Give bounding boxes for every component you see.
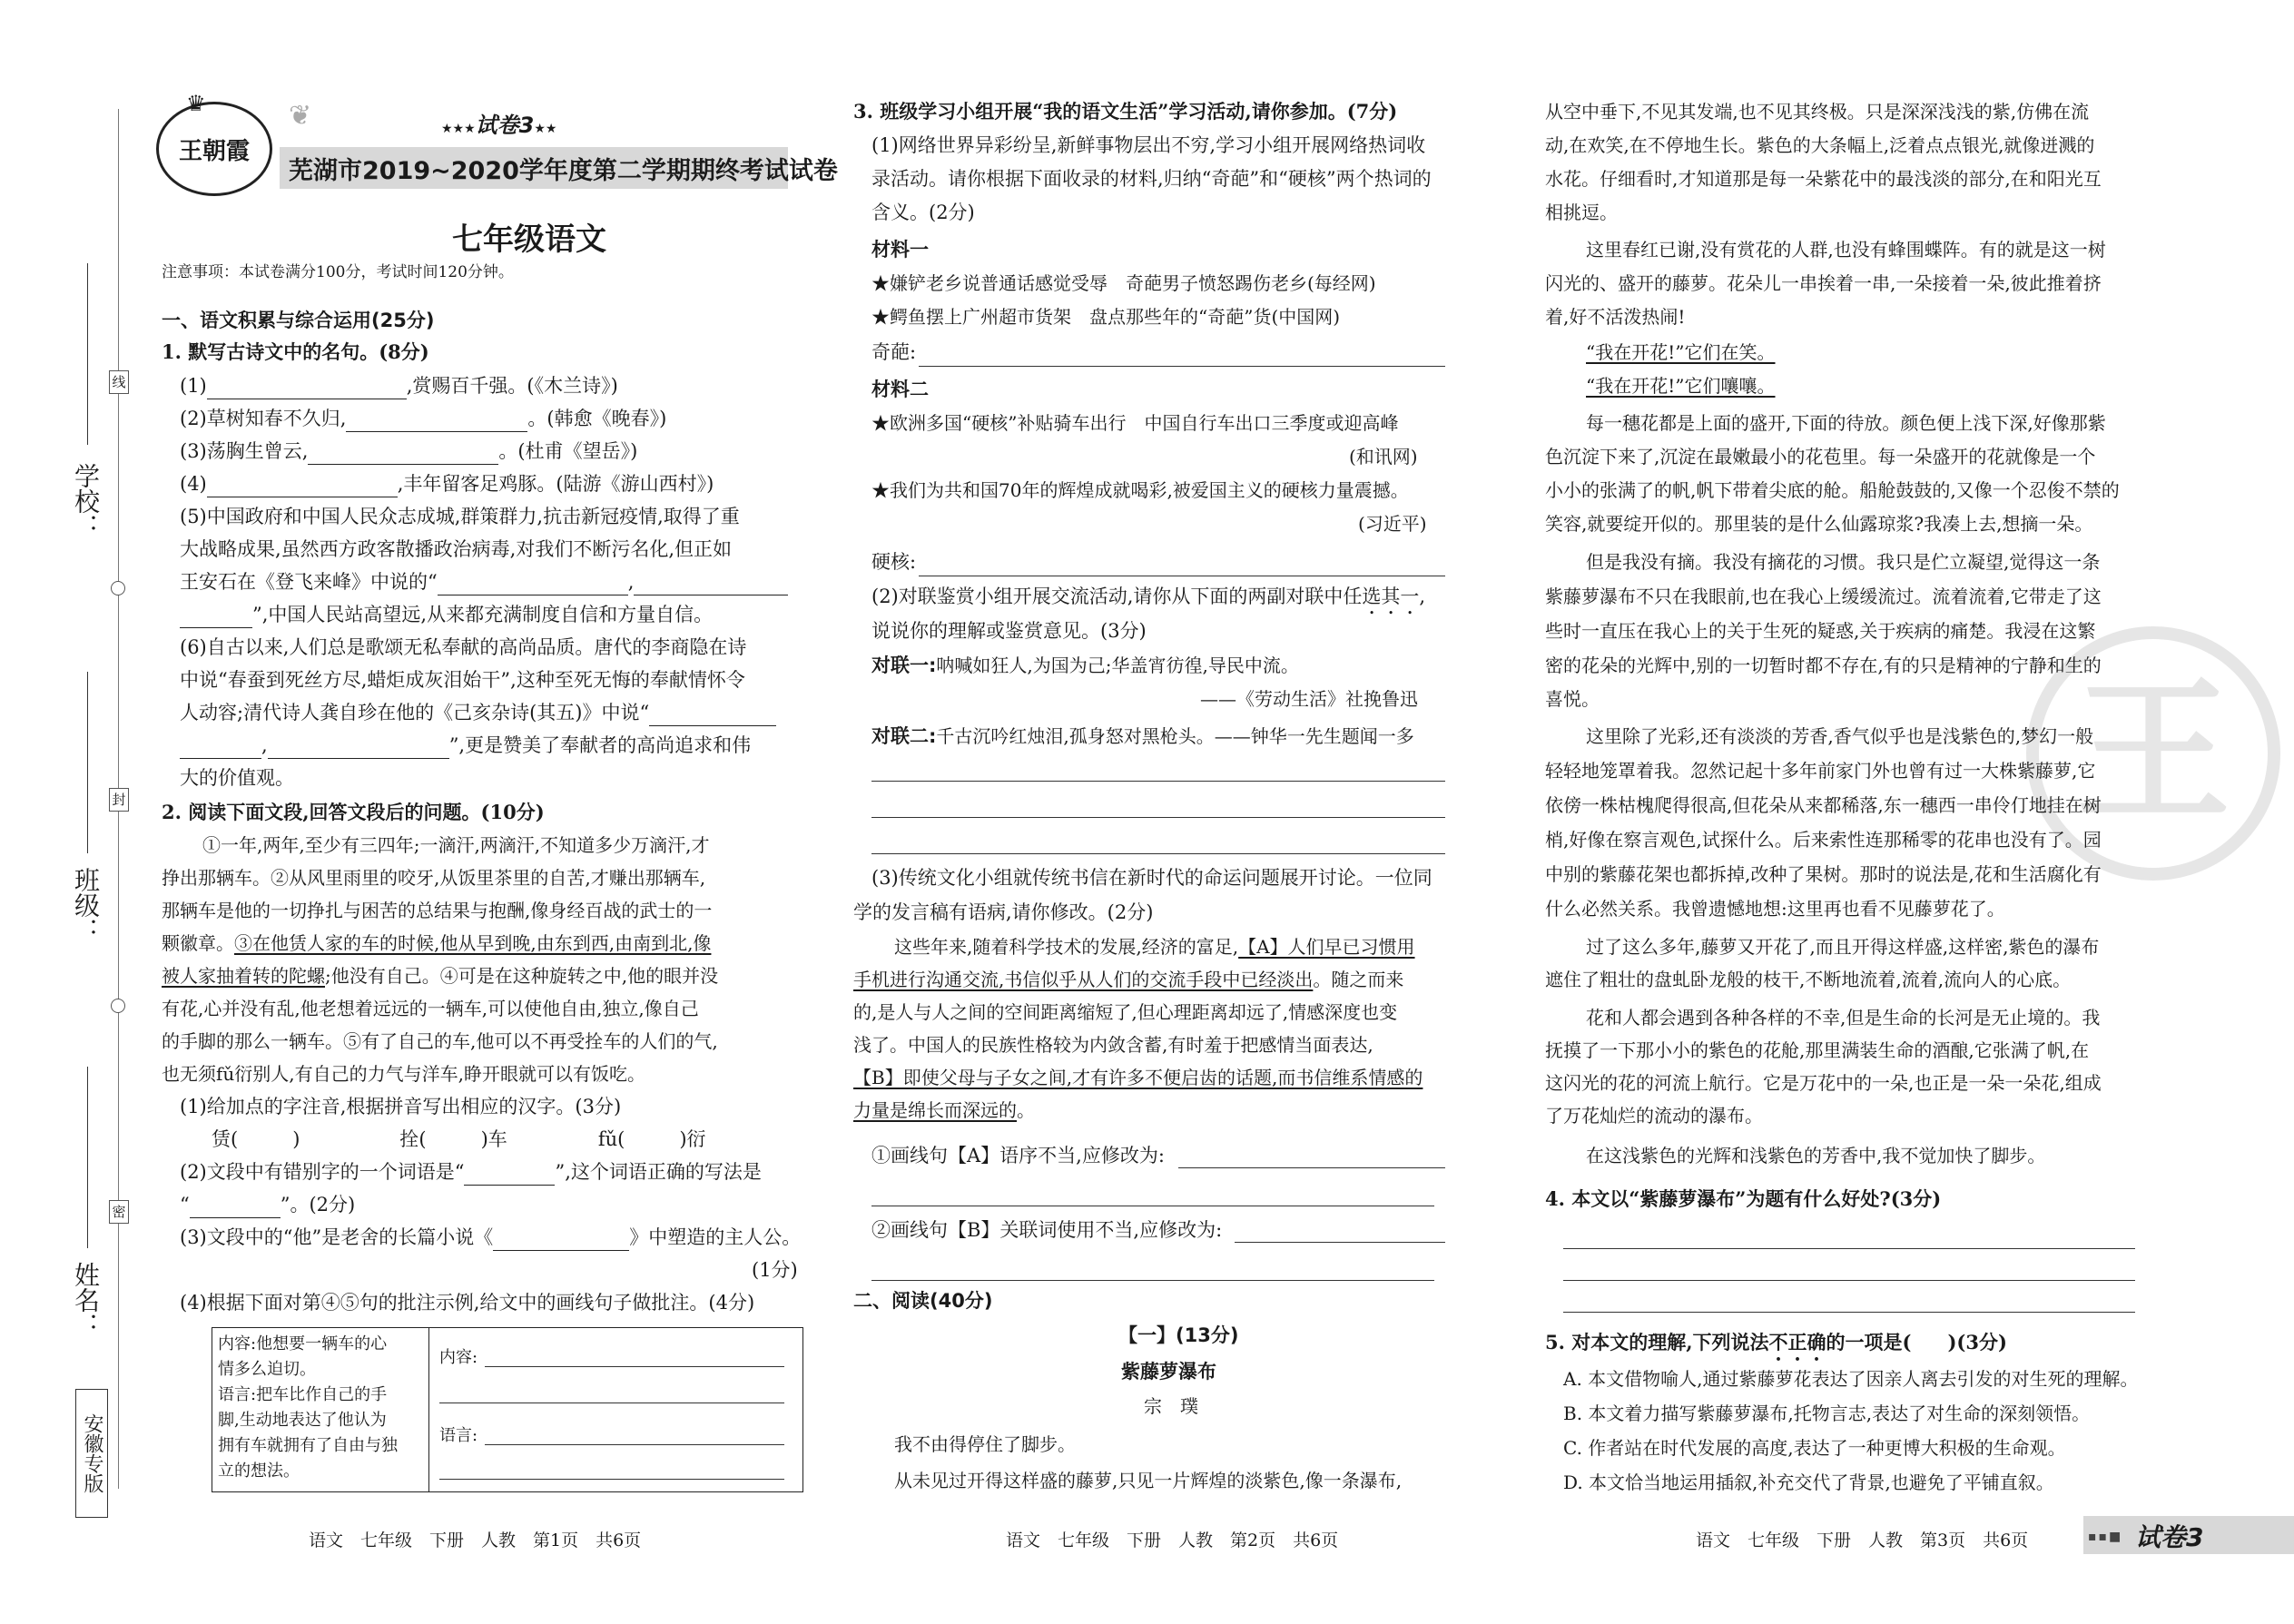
q1-item-5-line3: 王安石在《登飞来峰》中说的“ , (180, 568, 788, 595)
exam-badge: ★★★试卷3★★ (441, 113, 557, 138)
q1-item-2: (2)草树知春不久归, 。(韩愈《晚春》) (180, 405, 666, 432)
article-line: 依傍一株枯槐爬得很高,但花朵从来都稀落,东一穗西一串伶仃地挂在树 (1545, 794, 2102, 816)
answer-blank[interactable] (308, 444, 498, 465)
answer-line[interactable] (871, 1280, 1434, 1281)
material-item: ★我们为共和国70年的辉煌成就喝彩,被爱国主义的硬核力量震撼。 (871, 479, 1409, 501)
material-2-label: 材料二 (871, 379, 929, 400)
table-example-cell: 内容:他想要一辆车的心 情多么迫切。 语言:把车比作自己的手 脚,生动地表达了他认为 拥有车就拥有了自由与独 立的想法。 (218, 1334, 398, 1481)
question-2-heading: 2. 阅读下面文段,回答文段后的问题。(10分) (162, 801, 545, 823)
article-line: 了万花灿烂的流动的瀑布。 (1545, 1105, 1763, 1127)
article-line: 抚摸了一下那小小的紫色的花舱,那里满装生命的酒酿,它张满了帆,在 (1545, 1039, 2090, 1061)
option-a[interactable]: A. 本文借物喻人,通过紫藤萝花表达了因亲人离去引发的对生死的理解。 (1563, 1368, 2139, 1390)
passage-line: 被人家抽着转的陀螺;他没有自己。④可是在这种旋转之中,他的眼并没 (162, 965, 719, 987)
q2-sub-2-cont: “ ”。(2分) (180, 1191, 355, 1218)
seal-tag-feng: 封 (109, 788, 129, 812)
answer-line[interactable] (485, 1366, 784, 1367)
option-b[interactable]: B. 本文着力描写紫藤萝瀑布,托物言志,表达了对生命的深刻领悟。 (1563, 1403, 2091, 1424)
question-1-heading: 1. 默写古诗文中的名句。(8分) (162, 340, 429, 363)
article-line: 这里除了光彩,还有淡淡的芳香,香气似乎也是浅紫色的,梦幻一般 (1586, 725, 2094, 747)
passage-line: 那辆车是他的一切挣扎与困苦的总结果与抱酬,像身经百战的武士的一 (162, 900, 713, 921)
q1-item-4: (4) ,丰年留客足鸡豚。(陆游《游山西村》) (180, 470, 714, 497)
q1-item-6-line3: 人动容;清代诗人龚自珍在他的《己亥杂诗(其五)》中说“ (180, 699, 776, 726)
answer-line[interactable] (439, 1479, 784, 1480)
name-field-line (87, 1067, 88, 1248)
couplet-1-source: ——《劳动生活》社挽鲁迅 (1200, 688, 1418, 710)
material-source: (和讯网) (1349, 446, 1418, 468)
passage-line: 挣出那辆车。②从风里雨里的咬牙,从饭里茶里的自苦,才赚出那辆车, (162, 867, 706, 889)
article-line: “我在开花!”它们在笑。 (1586, 341, 1776, 363)
article-line: 些时一直压在我心上的关于生死的疑惑,关于疾病的痛楚。我浸在这繁 (1545, 620, 2096, 642)
material-item: ★鳄鱼摆上广州超市货架 盘点那些年的“奇葩”货(中国网) (871, 306, 1341, 328)
article-line: 从空中垂下,不见其发端,也不见其终极。只是深深浅浅的紫,仿佛在流 (1545, 101, 2090, 123)
question-4: 4. 本文以“紫藤萝瀑布”为题有什么好处?(3分) (1545, 1187, 1942, 1210)
q1-item-6-line4: , ”,更是赞美了奉献者的高尚追求和伟 (180, 732, 751, 759)
q3-sub-3-cont: 学的发言稿有语病,请你修改。(2分) (853, 901, 1154, 923)
school-label: 学校： (71, 463, 101, 539)
answer-blank[interactable] (493, 1230, 629, 1251)
answer-blank[interactable] (1911, 1345, 1947, 1365)
article-line: 这里春红已谢,没有赏花的人群,也没有蜂围蝶阵。有的就是这一树 (1586, 239, 2106, 261)
answer-blank[interactable] (180, 607, 252, 628)
article-line: 笑容,就要绽开似的。那里装的是什么仙露琼浆?我凑上去,想摘一朵。 (1545, 513, 2093, 535)
answer-blank[interactable] (464, 1165, 555, 1186)
q1-item-6-line2: 中说“春蚕到死丝方尽,蜡炬成灰泪始干”,这种至死无悔的奉献情怀令 (180, 669, 745, 691)
material-item: ★欧洲多国“硬核”补贴骑车出行 中国自行车出口三季度或迎高峰 (871, 412, 1399, 434)
article-line: 中别的紫藤花架也都拆掉,改种了果树。那时的说法是,花和生活腐化有 (1545, 863, 2102, 885)
q2-sub-4: (4)根据下面对第④⑤句的批注示例,给文中的画线句子做批注。(4分) (180, 1292, 755, 1314)
article-line: 我不由得停住了脚步。 (894, 1433, 1076, 1455)
page-footer-2: 语文 七年级 下册 人教 第2页 共6页 (1006, 1530, 1339, 1550)
article-line: 过了这么多年,藤萝又开花了,而且开得这样盛,这样密,紫色的瀑布 (1586, 936, 2100, 958)
answer-line[interactable] (919, 366, 1445, 367)
article-line: 喜悦。 (1545, 688, 1600, 710)
school-field-line (87, 263, 88, 445)
answer-blank[interactable] (207, 477, 398, 497)
speech-line: 手机进行沟通交流,书信似乎从人们的交流手段中已经淡出。随之而来 (853, 969, 1404, 990)
exam-notice: 注意事项：本试卷满分100分，考试时间120分钟。 (162, 263, 514, 281)
seal-tag-mi: 密 (109, 1200, 129, 1224)
q2-sub-1-items: 赁( ) 拴( )车 fǔ( )衍 (212, 1128, 706, 1150)
article-line: 梢,好像在察言观色,试探什么。后来索性连那稀零的花串也没有了。园 (1545, 829, 2102, 851)
reading-1-heading: 【一】(13分) (1118, 1324, 1239, 1346)
answer-blank[interactable] (207, 379, 407, 399)
article-line: 轻轻地笼罩着我。忽然记起十多年前家门外也曾有过一大株紫藤萝,它 (1545, 760, 2096, 782)
article-line: 相挑逗。 (1545, 202, 1618, 223)
q3-revise-a: ①画线句【A】语序不当,应修改为: (871, 1145, 1165, 1166)
material-item: ★嫌铲老乡说普通话感觉受辱 奇葩男子愤怒踢伤老乡(每经网) (871, 272, 1376, 294)
speech-line: 力量是绵长而深远的。 (853, 1099, 1035, 1121)
passage-line: 颗徽章。③在他赁人家的车的时候,他从早到晚,由东到西,由南到北,像 (162, 932, 712, 954)
speech-line: 的,是人与人之间的空间距离缩短了,但心理距离却远了,情感深度也变 (853, 1001, 1398, 1023)
watermark-seal: 王 (2026, 626, 2280, 881)
footer-squares: ▪▪■ (2088, 1530, 2123, 1544)
article-line: 什么必然关系。我曾遗憾地想:这里再也看不见藤萝花了。 (1545, 898, 2005, 920)
answer-line[interactable] (1563, 1248, 2135, 1249)
option-c[interactable]: C. 作者站在时代发展的高度,表达了一种更博大积极的生命观。 (1563, 1437, 2066, 1459)
q1-item-3: (3)荡胸生曾云, 。(杜甫《望岳》) (180, 438, 637, 465)
couplet-2: 对联二:千古沉吟红烛泪,孤身怒对黑枪头。——钟华一先生题闻一多 (871, 725, 1414, 747)
answer-line[interactable] (1563, 1312, 2135, 1313)
q2-sub-1: (1)给加点的字注音,根据拼音写出相应的汉字。(3分) (180, 1096, 622, 1117)
article-author: 宗 璞 (1144, 1395, 1198, 1417)
binding-hole (111, 581, 125, 595)
q3-text: (1)网络世界异彩纷呈,新鲜事物层出不穷,学习小组开展网络热词收 (871, 134, 1426, 156)
section-1-heading: 一、语文积累与综合运用(25分) (162, 310, 435, 331)
article-line: 在这浅紫色的光辉和浅紫色的芳香中,我不觉加快了脚步。 (1586, 1145, 2046, 1166)
answer-line[interactable] (1563, 1280, 2135, 1281)
speech-line: 这些年来,随着科学技术的发展,经济的富足,【A】人们早已习惯用 (894, 936, 1415, 958)
answer-blank[interactable] (438, 575, 628, 595)
logo-text: 王朝霞 (178, 137, 250, 165)
page-footer-1: 语文 七年级 下册 人教 第1页 共6页 (309, 1530, 642, 1550)
article-line: 但是我没有摘。我没有摘花的习惯。我只是伫立凝望,觉得这一条 (1586, 551, 2101, 573)
q3-sub-2-cont: 说说你的理解或鉴赏意见。(3分) (871, 620, 1147, 642)
passage-line: ①一年,两年,至少有三四年;一滴汗,两滴汗,不知道多少万滴汗,才 (202, 834, 710, 856)
table-lang-label: 语言: (439, 1426, 478, 1445)
article-line: 每一穗花都是上面的盛开,下面的待放。颜色便上浅下深,好像那紫 (1586, 412, 2106, 434)
article-line: 这闪光的花的河流上航行。它是万花中的一朵,也正是一朵一朵花,组成 (1545, 1072, 2102, 1094)
annotation-table (212, 1327, 803, 1492)
class-label: 班级： (71, 867, 101, 943)
couplet-1: 对联一:呐喊如狂人,为国为己;华盖宵彷徨,导民中流。 (871, 655, 1299, 676)
q3-text: 含义。(2分) (871, 202, 975, 223)
q2-sub-3: (3)文段中的“他”是老舍的长篇小说《 》中塑造的主人公。 (180, 1224, 801, 1251)
q3-sub-2: (2)对联鉴赏小组开展交流活动,请你从下面的两副对联中任选其一, (871, 586, 1426, 607)
answer-line[interactable] (871, 853, 1445, 854)
q1-item-6-line5: 大的价值观。 (180, 767, 294, 789)
question-5: 5. 对本文的理解,下列说法不正确的一项是( )(3分) (1545, 1329, 2007, 1365)
passage-line: 有花,心并没有乱,他老想着远远的一辆车,可以使他自由,独立,像自己 (162, 998, 699, 1019)
answer-blank[interactable] (346, 411, 527, 432)
q2-sub-2: (2)文段中有错别字的一个词语是“ ”,这个词语正确的写法是 (180, 1158, 762, 1186)
answer-blank[interactable] (180, 738, 261, 759)
edition-badge: 安徽专版 (75, 1389, 108, 1518)
footer-badge: 试卷3 (2135, 1522, 2204, 1552)
ribbon-icon: ❦ (289, 100, 312, 132)
name-label: 姓名： (71, 1262, 101, 1338)
answer-blank[interactable] (634, 575, 788, 595)
q1-item-1: (1) ,赏赐百千强。(《木兰诗》) (180, 372, 618, 399)
article-line: 闪光的、盛开的藤萝。花朵儿一串挨着一串,一朵接着一朵,彼此推着挤 (1545, 272, 2102, 294)
q1-item-5-line1: (5)中国政府和中国人民众志成城,群策群力,抗击新冠疫情,取得了重 (180, 506, 740, 527)
q1-item-5-line4: ”,中国人民站高望远,从来都充满制度自信和方量自信。 (180, 601, 713, 628)
q1-item-6-line1: (6)自古以来,人们总是歌颂无私奉献的高尚品质。唐代的李商隐在诗 (180, 636, 747, 658)
answer-line[interactable] (1178, 1167, 1445, 1168)
seal-tag-xian: 线 (109, 370, 129, 394)
speech-line: 浅了。中国人的民族性格较为内敛含蓄,有时羞于把感情当面表达, (853, 1034, 1373, 1056)
exam-title: 芜湖市2019~2020学年度第二学期期终考试试卷 (289, 157, 838, 185)
article-line: 小小的张满了的帆,帆下带着尖底的舱。船舱鼓鼓的,又像一个忍俊不禁的 (1545, 479, 2120, 501)
q3-sub-3: (3)传统文化小组就传统书信在新时代的命运问题展开讨论。一位同 (871, 867, 1433, 889)
article-line: 花和人都会遇到各种各样的不幸,但是生命的长河是无止境的。我 (1586, 1007, 2101, 1029)
table-divider (428, 1328, 429, 1491)
article-line: 水花。仔细看时,才知道那是每一朵紫花中的最浅淡的部分,在和阳光互 (1545, 168, 2102, 190)
crown-icon: ♛ (186, 91, 206, 116)
q3-revise-b: ②画线句【B】关联词使用不当,应修改为: (871, 1219, 1223, 1241)
section-2-heading: 二、阅读(40分) (853, 1290, 993, 1312)
answer-blank[interactable] (190, 1197, 281, 1218)
yinghe-label: 硬核: (871, 551, 917, 573)
answer-line[interactable] (871, 781, 1445, 782)
exam-badge-text: 试卷3 (475, 113, 535, 138)
article-line: 遮住了粗壮的盘虬卧龙般的枝干,不断地流着,流着,流向人的心底。 (1545, 969, 2072, 990)
qipa-label: 奇葩: (871, 341, 917, 363)
passage-line: 也无须fǔ衍别人,有自己的力气与洋车,睁开眼就可以有饭吃。 (162, 1063, 645, 1085)
passage-line: 的手脚的那么一辆车。⑤有了自己的车,他可以不再受拴车的人们的气, (162, 1030, 718, 1052)
answer-line[interactable] (871, 817, 1445, 818)
option-d[interactable]: D. 本文恰当地运用插叙,补充交代了背景,也避免了平铺直叙。 (1563, 1471, 2054, 1493)
table-content-label: 内容: (439, 1348, 478, 1367)
q3-text: 录活动。请你根据下面收录的材料,归纳“奇葩”和“硬核”两个热词的 (871, 168, 1432, 190)
q1-item-5-line2: 大战略成果,虽然西方政客散播政治病毒,对我们不断污名化,但正如 (180, 538, 733, 560)
answer-blank[interactable] (649, 705, 776, 726)
article-line: 紫藤萝瀑布不只在我眼前,也在我心上缓缓流过。流着流着,它带走了这 (1545, 586, 2102, 607)
answer-line[interactable] (485, 1444, 784, 1445)
article-line: 动,在欢笑,在不停地生长。紫色的大条幅上,泛着点点银光,就像迸溅的 (1545, 134, 2095, 156)
article-line: “我在开花!”它们嚷嚷。 (1586, 375, 1776, 397)
q2-sub-3-score: (1分) (752, 1259, 798, 1281)
material-1-label: 材料一 (871, 239, 929, 261)
article-line: 密的花朵的光辉中,别的一切暂时都不存在,有的只是精神的宁静和生的 (1545, 655, 2102, 676)
subject-title: 七年级语文 (452, 221, 606, 258)
page-footer-3: 语文 七年级 下册 人教 第3页 共6页 (1696, 1530, 2029, 1550)
speech-line: 【B】即使父母与子女之间,才有许多不便启齿的话题,而书信维系情感的 (853, 1067, 1423, 1088)
article-line: 从未见过开得这样盛的藤萝,只见一片辉煌的淡紫色,像一条瀑布, (894, 1470, 1403, 1491)
answer-line[interactable] (1235, 1242, 1445, 1243)
binding-hole (111, 999, 125, 1013)
logo (156, 102, 272, 196)
article-line: 色沉淀下来了,沉淀在最嫩最小的花苞里。每一朵盛开的花就像是一个 (1545, 446, 2096, 468)
class-field-line (87, 672, 88, 853)
material-source: (习近平) (1358, 513, 1427, 535)
answer-blank[interactable] (268, 738, 449, 759)
article-line: 着,好不活泼热闹! (1545, 306, 1686, 328)
question-3-heading: 3. 班级学习小组开展“我的语文生活”学习活动,请你参加。(7分) (853, 100, 1398, 123)
article-title: 紫藤萝瀑布 (1121, 1361, 1216, 1383)
